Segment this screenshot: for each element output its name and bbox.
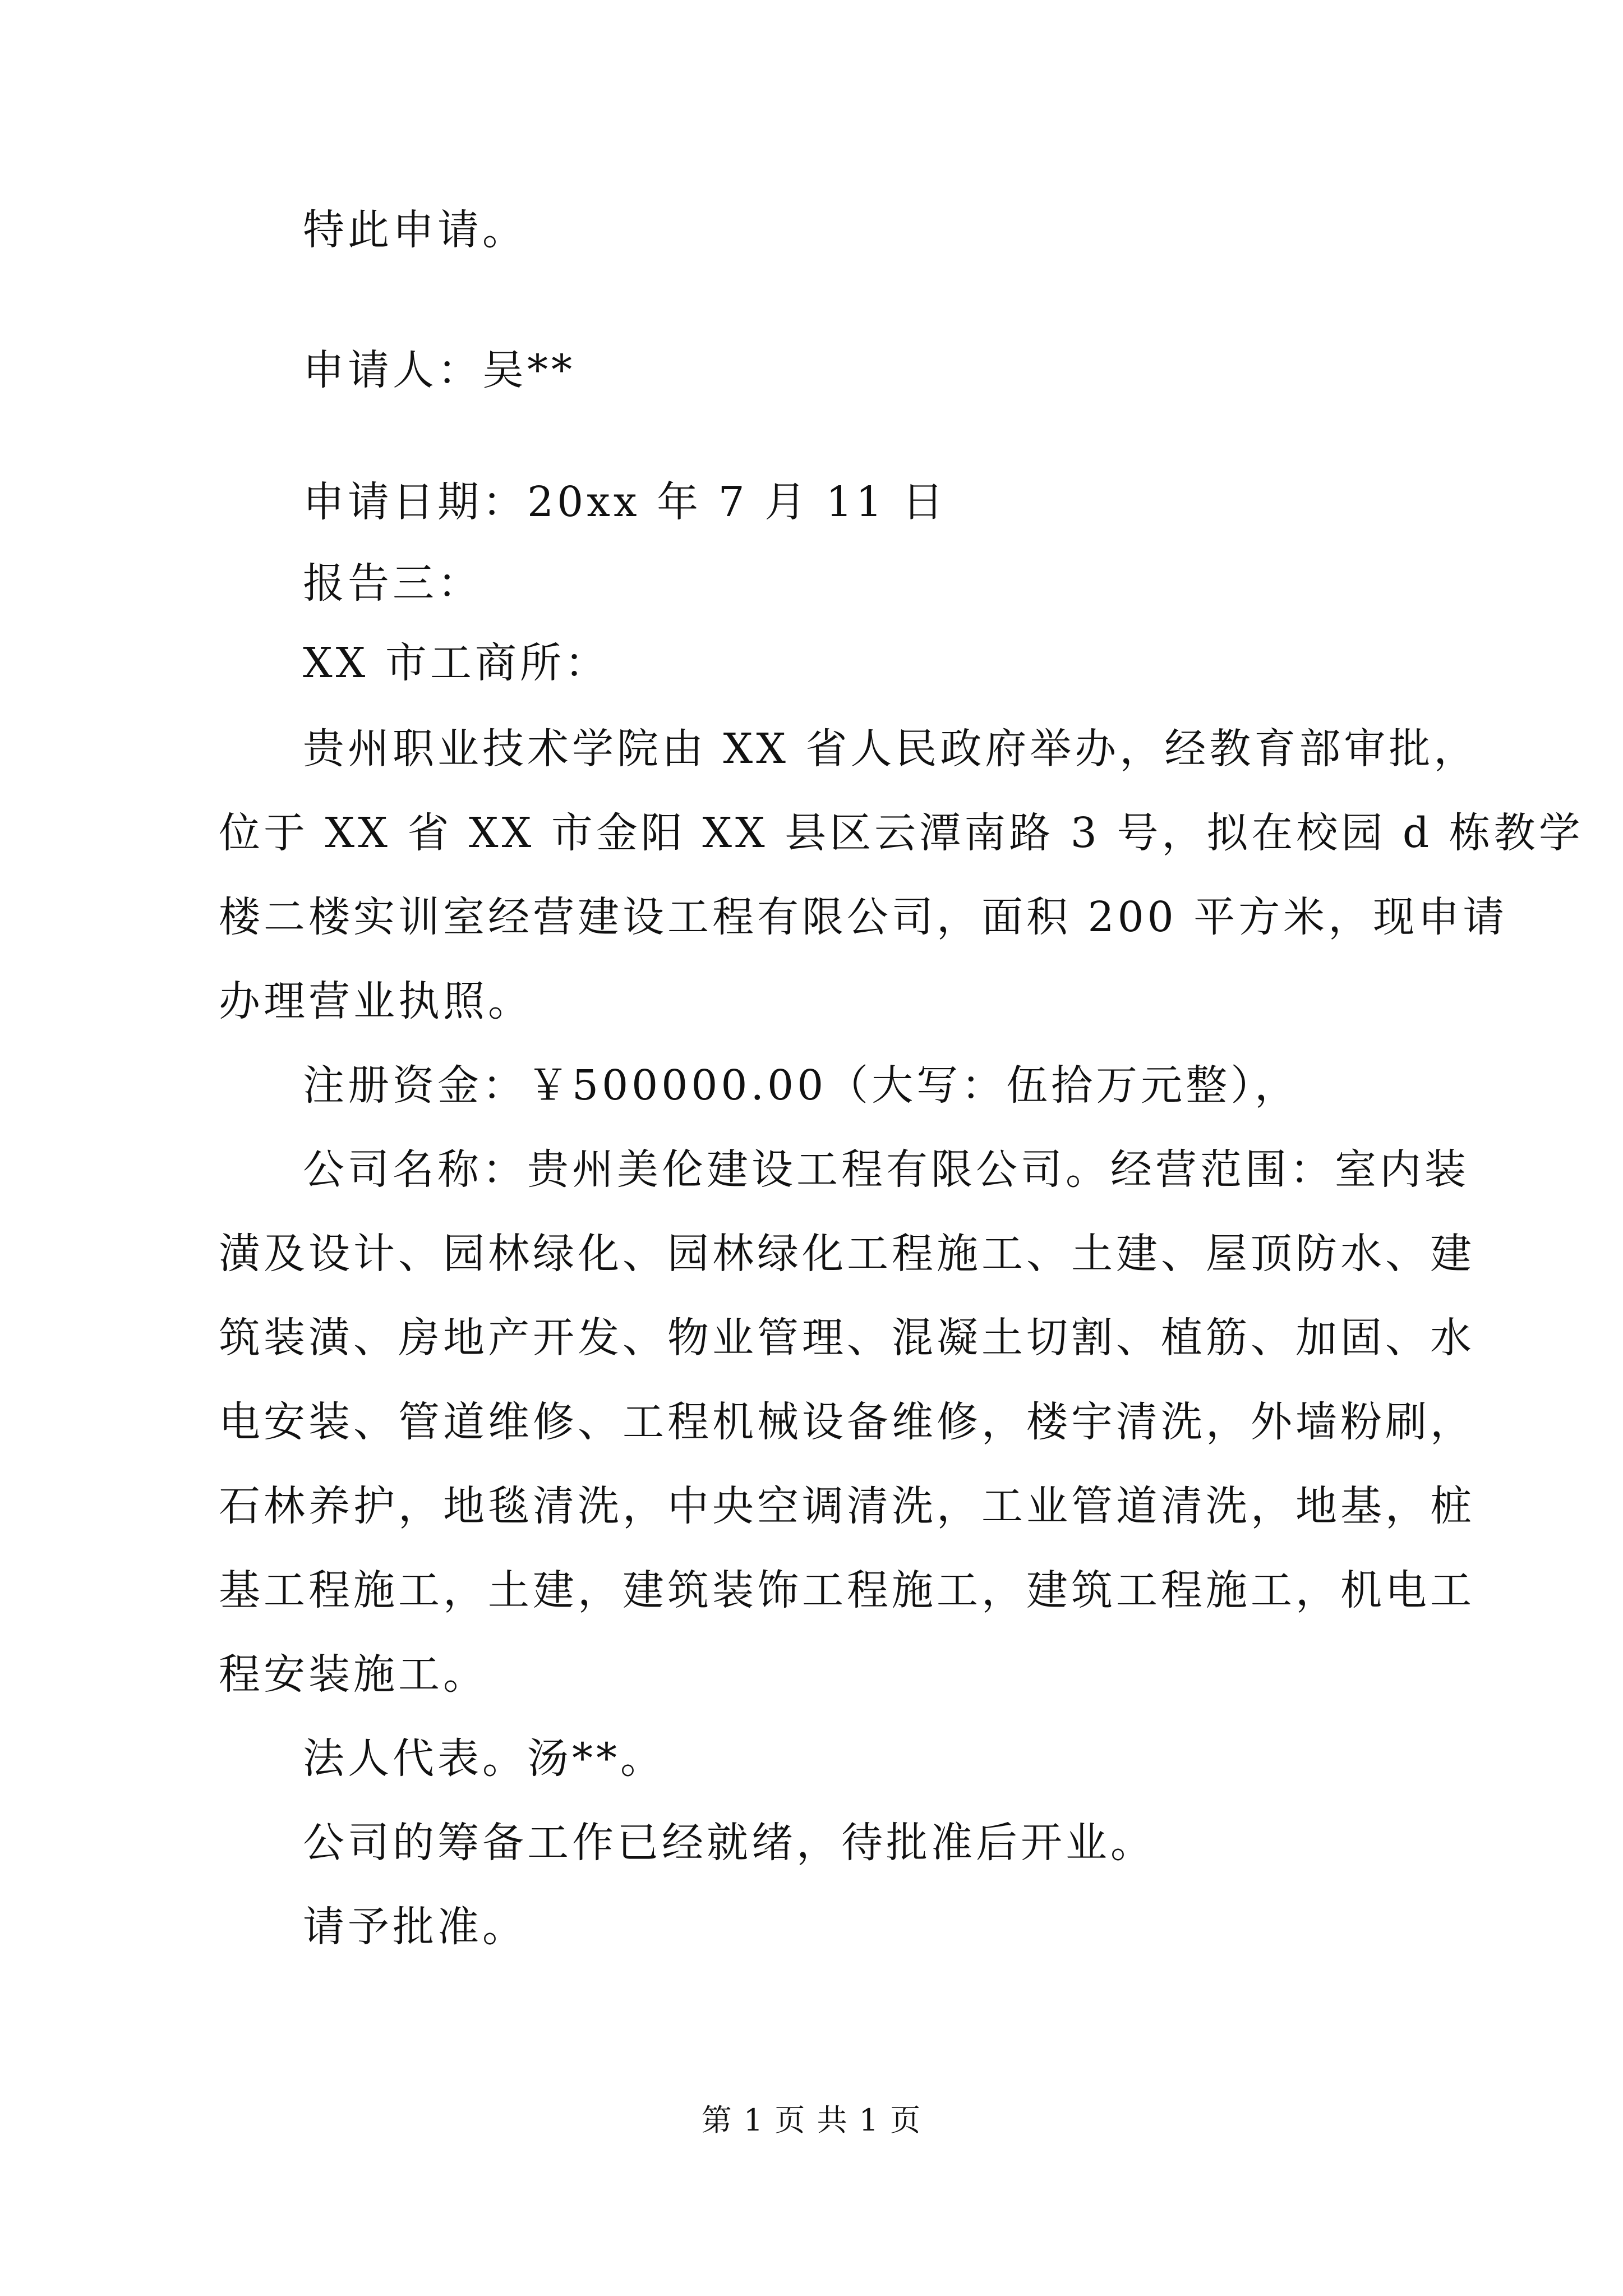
report-heading: 报告三： <box>303 559 482 608</box>
paragraph-line: 潢及设计、园林绿化、园林绿化工程施工、土建、屋顶防水、建 <box>219 1230 1475 1278</box>
request-approval-line: 请予批准。 <box>303 1903 527 1951</box>
preparation-line: 公司的筹备工作已经就绪，待批准后开业。 <box>303 1819 1155 1867</box>
paragraph-line: 贵州职业技术学院由 XX 省人民政府举办，经教育部审批， <box>303 725 1479 773</box>
applicant-line: 申请人：吴** <box>303 346 575 394</box>
closing-line: 特此申请。 <box>303 206 527 254</box>
paragraph-line: 楼二楼实训室经营建设工程有限公司，面积 200 平方米，现申请 <box>219 893 1508 941</box>
addressee-line: XX 市工商所： <box>303 639 610 687</box>
paragraph-line: 办理营业执照。 <box>219 977 533 1025</box>
paragraph-line: 电安装、管道维修、工程机械设备维修，楼宇清洗，外墙粉刷， <box>219 1398 1475 1446</box>
paragraph-line: 公司名称：贵州美伦建设工程有限公司。经营范围：室内装 <box>303 1145 1469 1194</box>
paragraph-line: 石林养护，地毯清洗，中央空调清洗，工业管道清洗，地基，桩 <box>219 1482 1475 1530</box>
legal-representative-line: 法人代表。汤**。 <box>303 1734 665 1783</box>
paragraph-line: 基工程施工，土建，建筑装饰工程施工，建筑工程施工，机电工 <box>219 1566 1475 1614</box>
paragraph-line: 位于 XX 省 XX 市金阳 XX 县区云潭南路 3 号，拟在校园 d 栋教学 <box>219 809 1584 857</box>
application-date-line: 申请日期：20xx 年 7 月 11 日 <box>303 478 947 526</box>
page-footer: 第 1 页 共 1 页 <box>701 2102 922 2138</box>
paragraph-line: 程安装施工。 <box>219 1650 488 1699</box>
registered-capital-line: 注册资金：￥500000.00（大写：伍拾万元整）， <box>303 1061 1300 1110</box>
paragraph-line: 筑装潢、房地产开发、物业管理、混凝土切割、植筋、加固、水 <box>219 1314 1475 1362</box>
